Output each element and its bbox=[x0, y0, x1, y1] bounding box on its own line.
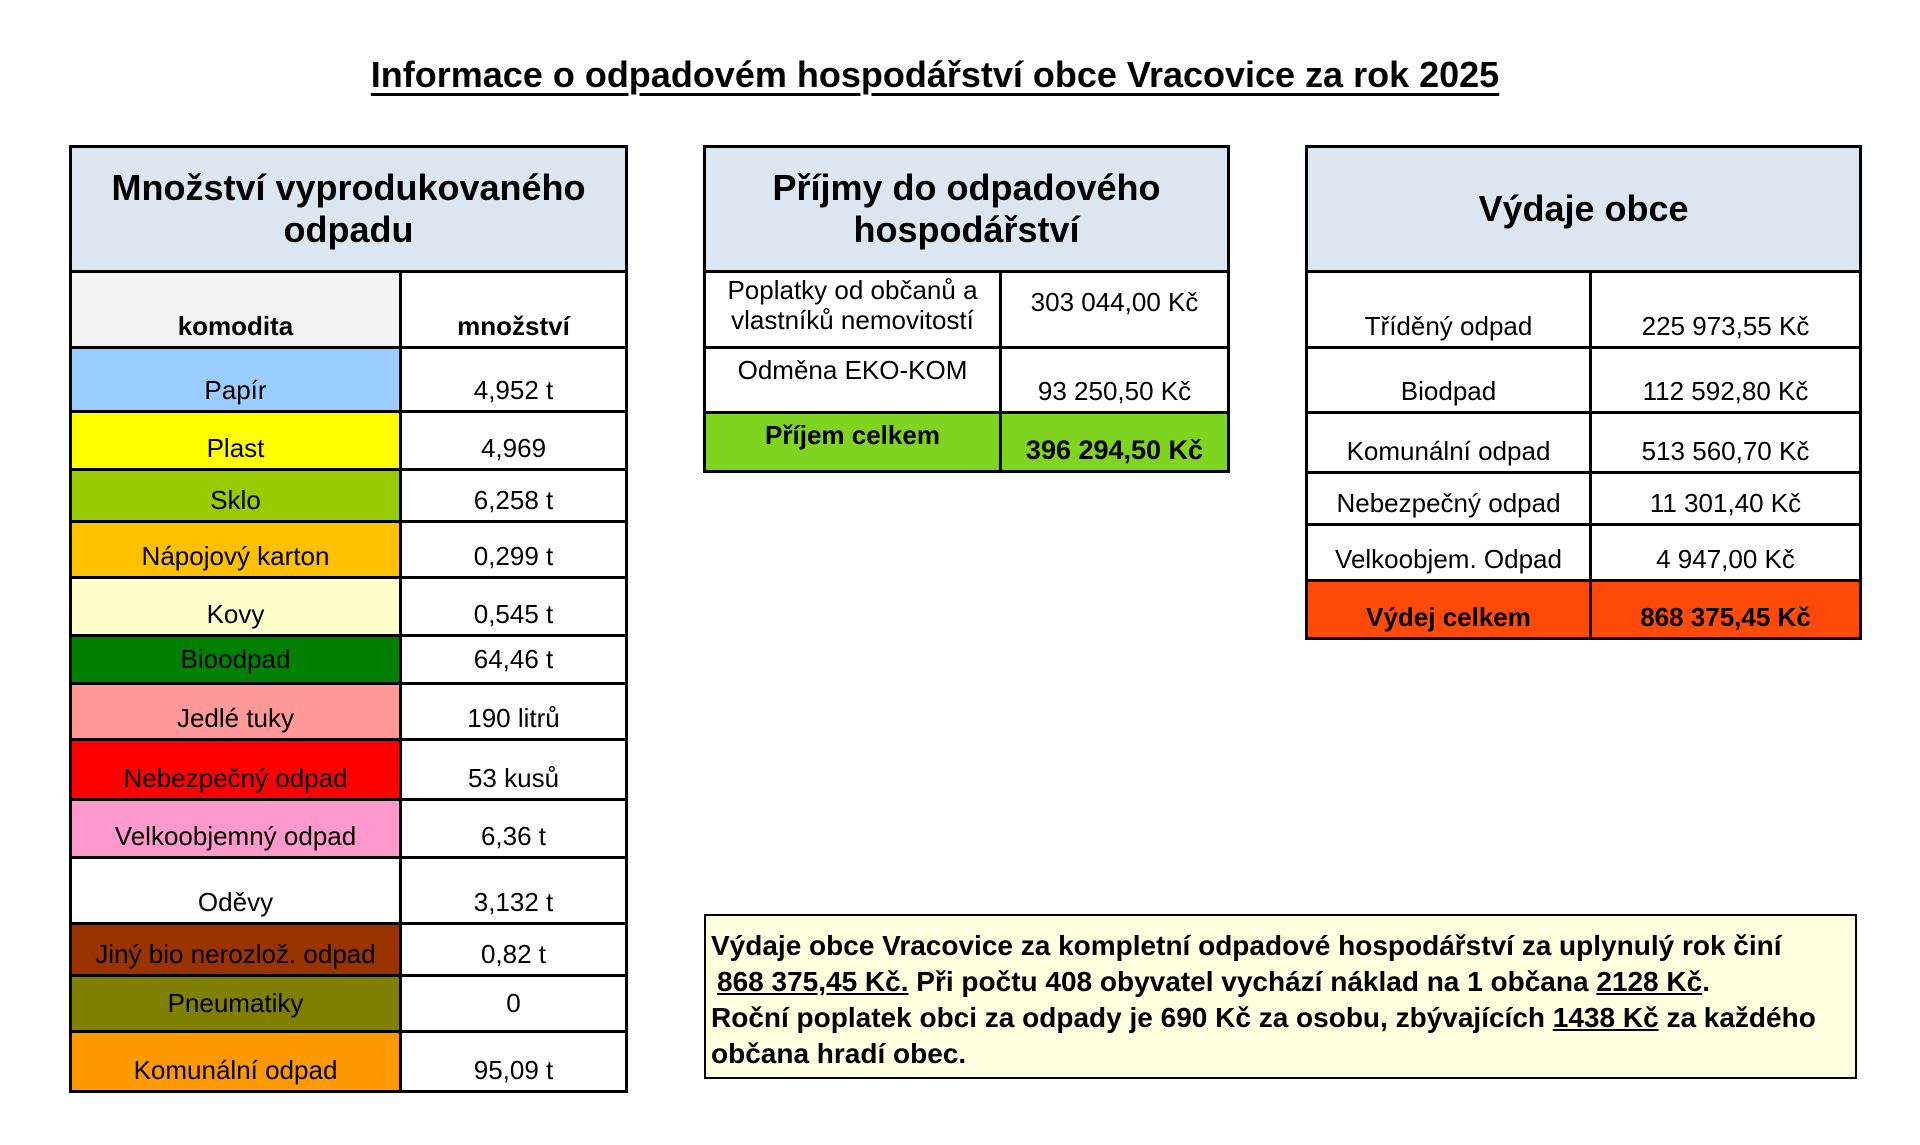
expenses-label-cell: Biodpad bbox=[1307, 348, 1591, 413]
income-table bbox=[703, 145, 1230, 473]
waste-amount-cell: 64,46 t bbox=[401, 636, 627, 684]
summary-note bbox=[704, 914, 1857, 1079]
waste-amount-cell: 0,545 t bbox=[401, 578, 627, 636]
waste-commodity-cell: Jiný bio nerozlož. odpad bbox=[71, 924, 401, 976]
waste-row bbox=[71, 412, 627, 470]
waste-table-header: Množství vyprodukovaného odpadu bbox=[71, 147, 627, 272]
income-value-cell: 93 250,50 Kč bbox=[1001, 348, 1229, 413]
waste-row bbox=[71, 1032, 627, 1092]
waste-commodity-cell: Oděvy bbox=[71, 858, 401, 924]
income-row bbox=[705, 348, 1229, 413]
income-total-label: Příjem celkem bbox=[705, 413, 1001, 472]
income-total-row bbox=[705, 413, 1229, 472]
income-total-value: 396 294,50 Kč bbox=[1001, 413, 1229, 472]
waste-row bbox=[71, 976, 627, 1032]
expenses-total-row bbox=[1307, 581, 1861, 639]
income-label-cell: Odměna EKO-KOM bbox=[705, 348, 1001, 413]
waste-amount-cell: 3,132 t bbox=[401, 858, 627, 924]
waste-commodity-cell: Komunální odpad bbox=[71, 1032, 401, 1092]
waste-amount-cell: 0 bbox=[401, 976, 627, 1032]
expenses-label-cell: Nebezpečný odpad bbox=[1307, 473, 1591, 525]
summary-text-2: Při počtu 408 obyvatel vychází náklad na 1 občana bbox=[916, 966, 1589, 997]
expenses-total-value: 868 375,45 Kč bbox=[1591, 581, 1861, 639]
waste-commodity-cell: Papír bbox=[71, 348, 401, 412]
waste-commodity-cell: Sklo bbox=[71, 470, 401, 522]
expenses-value-cell: 225 973,55 Kč bbox=[1591, 272, 1861, 348]
waste-row bbox=[71, 470, 627, 522]
waste-quantity-table bbox=[69, 145, 628, 1093]
waste-commodity-cell: Pneumatiky bbox=[71, 976, 401, 1032]
waste-commodity-cell: Velkoobjemný odpad bbox=[71, 800, 401, 858]
waste-commodity-cell: Bioodpad bbox=[71, 636, 401, 684]
expenses-table bbox=[1305, 145, 1862, 640]
waste-commodity-cell: Kovy bbox=[71, 578, 401, 636]
waste-row bbox=[71, 740, 627, 800]
summary-per-capita: 2128 Kč bbox=[1596, 966, 1703, 997]
income-label-cell: Poplatky od občanů a vlastníků nemovitostí bbox=[705, 272, 1001, 348]
expenses-label-cell: Komunální odpad bbox=[1307, 413, 1591, 473]
waste-row bbox=[71, 858, 627, 924]
waste-amount-cell: 6,36 t bbox=[401, 800, 627, 858]
expenses-row bbox=[1307, 413, 1861, 473]
summary-text-1: Výdaje obce Vracovice za kompletní odpadové hospodářství za uplynulý rok činí bbox=[711, 930, 1782, 961]
expenses-row bbox=[1307, 525, 1861, 581]
waste-commodity-cell: Nápojový karton bbox=[71, 522, 401, 578]
income-row bbox=[705, 272, 1229, 348]
column-header-commodity: komodita bbox=[71, 272, 401, 348]
expenses-total-label: Výdej celkem bbox=[1307, 581, 1591, 639]
expenses-value-cell: 112 592,80 Kč bbox=[1591, 348, 1861, 413]
waste-row bbox=[71, 800, 627, 858]
waste-row bbox=[71, 578, 627, 636]
waste-row bbox=[71, 348, 627, 412]
waste-row bbox=[71, 522, 627, 578]
column-header-amount: množství bbox=[401, 272, 627, 348]
waste-amount-cell: 4,952 t bbox=[401, 348, 627, 412]
expenses-row bbox=[1307, 348, 1861, 413]
summary-text-3: . bbox=[1702, 966, 1710, 997]
waste-amount-cell: 0,82 t bbox=[401, 924, 627, 976]
waste-row bbox=[71, 924, 627, 976]
waste-amount-cell: 190 litrů bbox=[401, 684, 627, 740]
waste-commodity-cell: Plast bbox=[71, 412, 401, 470]
waste-commodity-cell: Jedlé tuky bbox=[71, 684, 401, 740]
expenses-row bbox=[1307, 473, 1861, 525]
page-title: Informace o odpadovém hospodářství obce Vracovice za rok 2025 bbox=[370, 54, 1500, 95]
expenses-table-header: Výdaje obce bbox=[1307, 147, 1861, 272]
waste-row bbox=[71, 684, 627, 740]
income-value-cell: 303 044,00 Kč bbox=[1001, 272, 1229, 348]
waste-amount-cell: 95,09 t bbox=[401, 1032, 627, 1092]
expenses-label-cell: Velkoobjem. Odpad bbox=[1307, 525, 1591, 581]
waste-commodity-cell: Nebezpečný odpad bbox=[71, 740, 401, 800]
waste-amount-cell: 53 kusů bbox=[401, 740, 627, 800]
expenses-value-cell: 11 301,40 Kč bbox=[1591, 473, 1861, 525]
income-table-header: Příjmy do odpadového hospodářství bbox=[705, 147, 1229, 272]
expenses-value-cell: 513 560,70 Kč bbox=[1591, 413, 1861, 473]
expenses-value-cell: 4 947,00 Kč bbox=[1591, 525, 1861, 581]
summary-remaining: 1438 Kč bbox=[1552, 1002, 1659, 1033]
waste-amount-cell: 6,258 t bbox=[401, 470, 627, 522]
expenses-row bbox=[1307, 272, 1861, 348]
income-rows bbox=[705, 272, 1229, 413]
waste-amount-cell: 0,299 t bbox=[401, 522, 627, 578]
summary-text-4: Roční poplatek obci za odpady je 690 Kč za osobu, zbývajících bbox=[711, 1002, 1545, 1033]
expenses-rows bbox=[1307, 272, 1861, 581]
waste-row bbox=[71, 636, 627, 684]
expenses-label-cell: Tříděný odpad bbox=[1307, 272, 1591, 348]
summary-text-5: za každého občana hradí obec. bbox=[711, 1002, 1816, 1069]
summary-total-cost: 868 375,45 Kč. bbox=[717, 966, 909, 997]
waste-rows bbox=[71, 348, 627, 1092]
waste-amount-cell: 4,969 bbox=[401, 412, 627, 470]
